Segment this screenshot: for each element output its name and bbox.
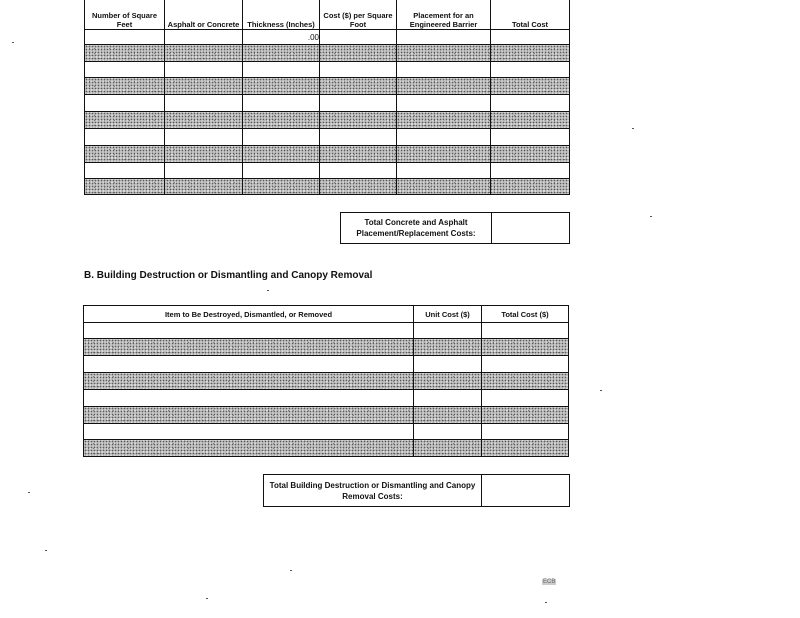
destruction-total-value[interactable] [482, 475, 569, 506]
concrete-asphalt-total-label: Total Concrete and Asphalt Placement/Replacement Costs: [341, 213, 492, 243]
scan-speck [267, 290, 269, 291]
concrete-asphalt-total-box [340, 212, 570, 244]
table-a-header-row [85, 0, 570, 30]
header-total-cost-b: Total Cost ($) [482, 306, 569, 323]
header-unit-cost: Unit Cost ($) [414, 306, 482, 323]
table-row [85, 163, 570, 179]
table-row-shaded [84, 407, 569, 424]
destruction-total-box [263, 474, 570, 507]
header-total-cost: Total Cost [491, 0, 570, 30]
table-cell[interactable] [320, 30, 397, 45]
table-row [85, 129, 570, 146]
header-square-feet: Number of Square Feet [85, 0, 165, 30]
destruction-total-label: Total Building Destruction or Dismantling and Canopy Removal Costs: [264, 475, 482, 506]
table-row-shaded [85, 146, 570, 163]
table-row [85, 62, 570, 78]
concrete-asphalt-table [84, 0, 570, 195]
building-destruction-table [83, 305, 569, 457]
table-row-shaded [85, 112, 570, 129]
scan-speck [650, 216, 652, 217]
scan-speck [600, 390, 602, 391]
header-cost-per-sqft: Cost ($) per Square Foot [320, 0, 397, 30]
table-cell[interactable] [397, 30, 491, 45]
table-row [85, 30, 570, 45]
table-row [84, 323, 569, 339]
scan-speck [28, 492, 30, 493]
header-engineered-barrier: Placement for an Engineered Barrier [397, 0, 491, 30]
header-asphalt-concrete: Asphalt or Concrete [165, 0, 243, 30]
header-item-removed: Item to Be Destroyed, Dismantled, or Removed [84, 306, 414, 323]
table-row-shaded [85, 78, 570, 95]
table-row-shaded [84, 440, 569, 457]
table-cell[interactable] [491, 30, 570, 45]
table-row-shaded [84, 339, 569, 356]
table-cell[interactable] [165, 30, 243, 45]
thickness-value[interactable]: .00 [243, 30, 320, 45]
header-thickness: Thickness (Inches) [243, 0, 320, 30]
footer-stamp: ECB [543, 579, 556, 585]
concrete-asphalt-total-value[interactable] [492, 213, 569, 243]
scan-speck [12, 42, 14, 43]
table-b-header-row [84, 306, 569, 323]
table-cell[interactable] [85, 30, 165, 45]
table-row [84, 424, 569, 440]
table-row [84, 356, 569, 373]
table-row [85, 95, 570, 112]
scan-speck [45, 550, 47, 551]
table-row-shaded [85, 45, 570, 62]
table-row-shaded [84, 373, 569, 390]
scan-speck [632, 128, 634, 129]
scan-speck [545, 602, 547, 603]
section-b-title: B. Building Destruction or Dismantling and Canopy Removal [84, 270, 373, 281]
scan-speck [206, 598, 208, 599]
scan-speck [290, 570, 292, 571]
table-row-shaded [85, 179, 570, 195]
table-row [84, 390, 569, 407]
